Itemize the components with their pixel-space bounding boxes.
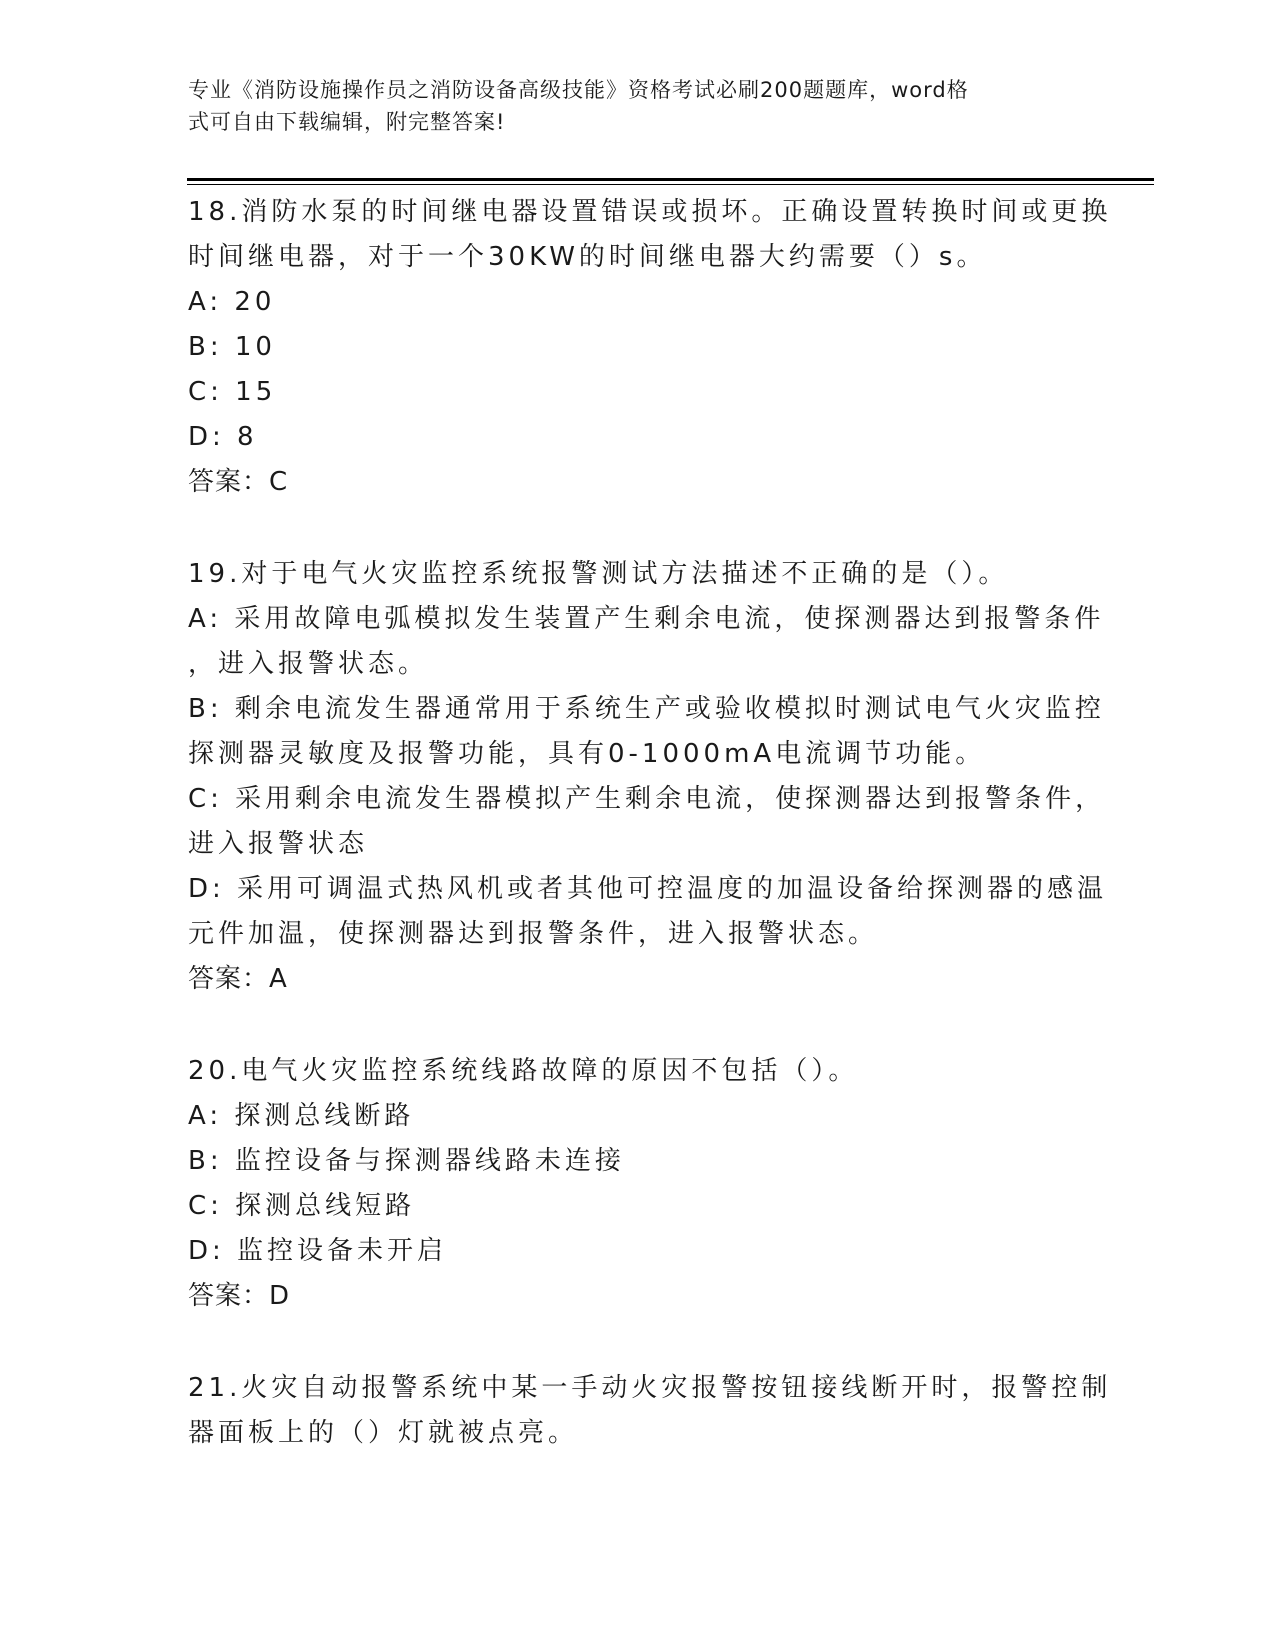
option-a-cont: ，进入报警状态。 [188,649,429,679]
option-b: B: 10 [188,332,276,362]
question-stem: 器面板上的（）灯就被点亮。 [188,1418,579,1448]
question-list [188,190,1112,1456]
option-d: D: 8 [188,422,258,452]
answer: 答案：A [188,964,288,994]
question-20 [188,1049,1088,1319]
header-line: 式可自由下载编辑，附完整答案! [188,110,506,134]
document-header [188,74,1078,138]
option-c: C: 采用剩余电流发生器模拟产生剩余电流，使探测器达到报警条件， [188,784,1106,814]
question-stem: 20.电气火灾监控系统线路故障的原因不包括（）。 [188,1056,859,1086]
option-d-cont: 元件加温，使探测器达到报警条件，进入报警状态。 [188,919,879,949]
question-stem: 21.火灾自动报警系统中某一手动火灾报警按钮接线断开时，报警控制 [188,1373,1112,1403]
question-19 [188,552,1108,1002]
question-stem: 时间继电器，对于一个30KW的时间继电器大约需要（）s。 [188,242,987,272]
option-b: B: 剩余电流发生器通常用于系统生产或验收模拟时测试电气火灾监控 [188,694,1105,724]
answer: 答案：D [188,1281,291,1311]
header-line: 专业《消防设施操作员之消防设备高级技能》资格考试必刷200题题库，word格 [188,78,969,102]
spacer [188,505,1088,552]
option-b-cont: 探测器灵敏度及报警功能，具有0-1000mA电流调节功能。 [188,739,986,769]
option-c: C: 探测总线短路 [188,1191,416,1221]
option-a: A: 探测总线断路 [188,1101,415,1131]
header-divider-thin [187,184,1154,185]
spacer [188,1319,1088,1366]
answer: 答案：C [188,467,289,497]
header-divider [187,178,1154,181]
spacer [188,1002,1088,1049]
option-d: D: 采用可调温式热风机或者其他可控温度的加温设备给探测器的感温 [188,874,1108,904]
option-c: C: 15 [188,377,277,407]
option-c-cont: 进入报警状态 [188,829,369,859]
question-18 [188,190,1112,505]
option-a: A: 20 [188,287,276,317]
option-a: A: 采用故障电弧模拟发生装置产生剩余电流，使探测器达到报警条件 [188,604,1105,634]
question-stem: 18.消防水泵的时间继电器设置错误或损坏。正确设置转换时间或更换 [188,197,1112,227]
question-21 [188,1366,1112,1456]
option-d: D: 监控设备未开启 [188,1236,448,1266]
option-b: B: 监控设备与探测器线路未连接 [188,1146,625,1176]
question-stem: 19.对于电气火灾监控系统报警测试方法描述不正确的是（）。 [188,559,1009,589]
